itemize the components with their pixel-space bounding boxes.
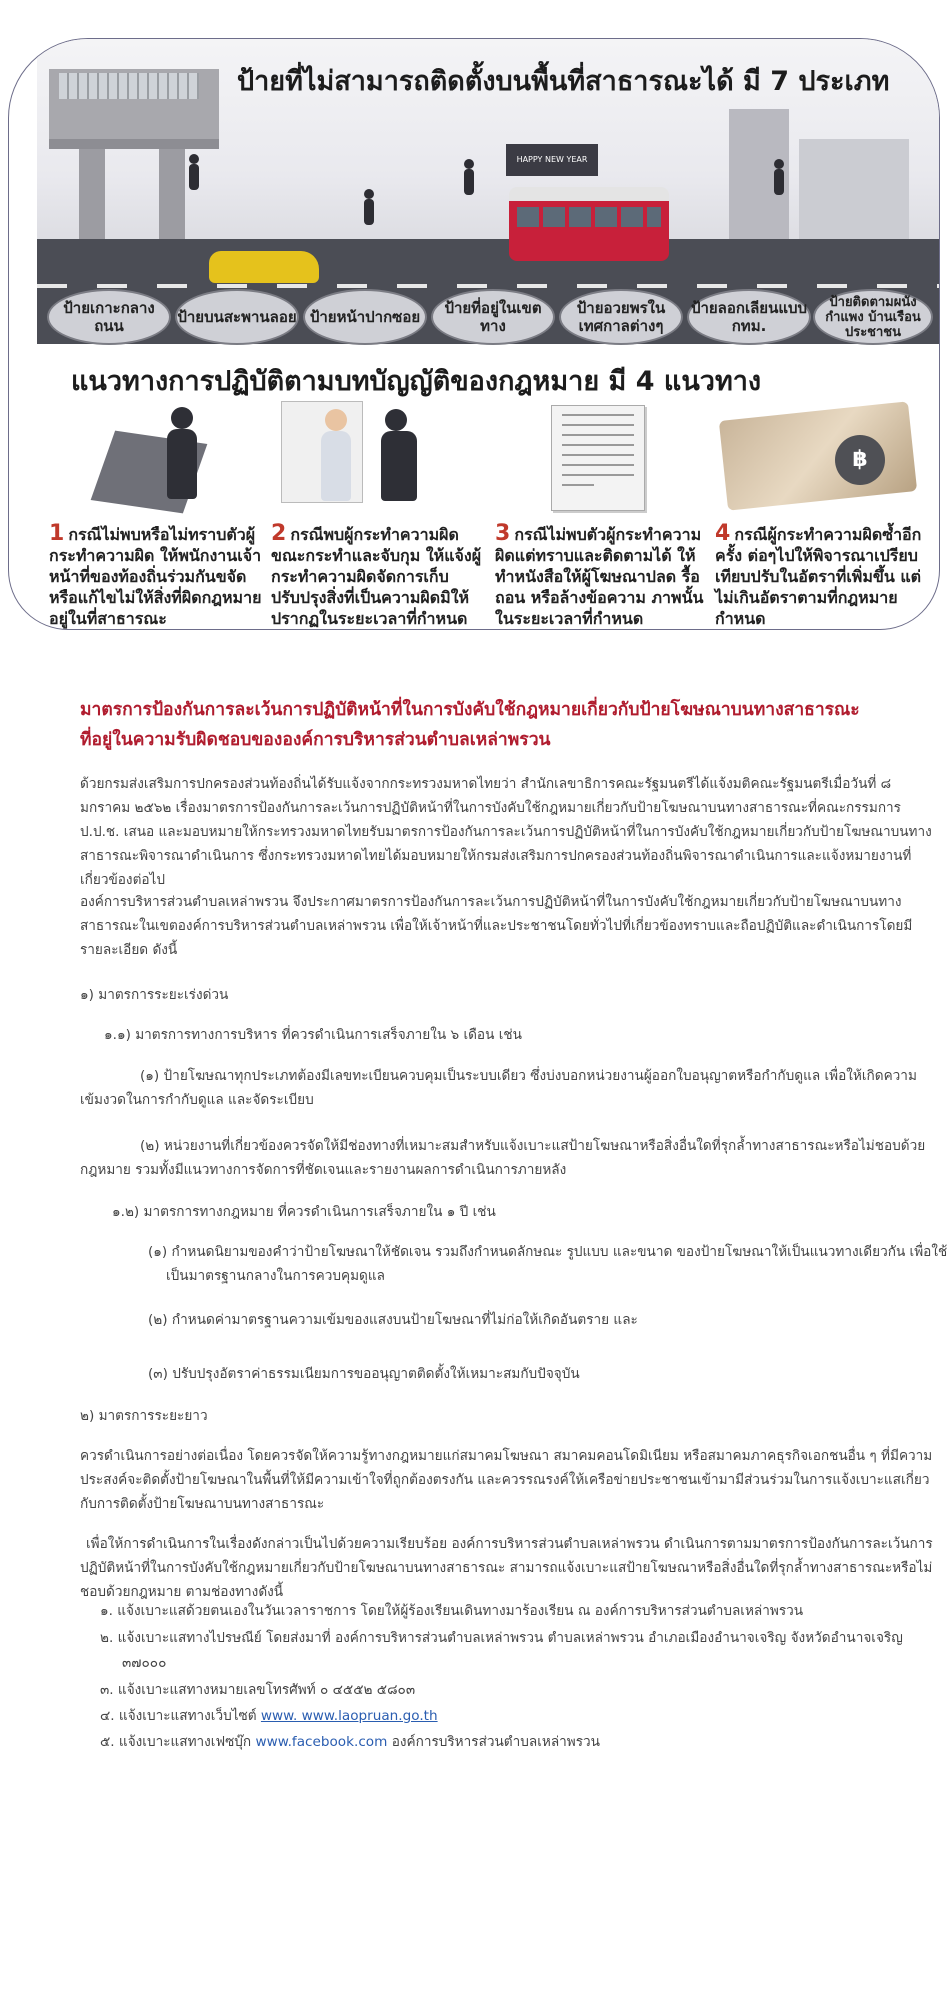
pedestrian [189,164,199,190]
channel-facebook-label: ๕. แจ้งเบาะแสทางเฟซบุ๊ก [100,1734,252,1750]
website-link[interactable]: www. www.laopruan.go.th [260,1708,438,1724]
overpass-illustration [49,69,219,149]
illustration-arrest [271,401,489,509]
item-legal-2: (๒) กำหนดค่ามาตรฐานความเข้มของแสงบนป้ายโฆษณาที่ไม่ก่อให้เกิดอันตราย และ [148,1312,638,1328]
guideline-text: 2 กรณีพบผู้กระทำความผิดขณะกระทำและจับกุม ให้แจ้งผู้กระทำความผิดจัดการเก็บ ปรับปรุงสิ่งที่เป็นความผิดมิให้ปรากฏในระยะเวลาที่กำหนด [271,521,482,628]
section-long-term: ๒) มาตรการระยะยาว [80,1408,208,1424]
paragraph-announcement: องค์การบริหารส่วนตำบลเหล่าพรวน จึงประกาศมาตรการป้องกันการละเว้นการปฏิบัติหน้าที่ในการบังคับใช้กฎหมายเกี่ยวกับป้ายโฆษณาบนทางสาธารณะในเขตองค์การบริหารส่วนตำบลเหล่าพรวน เพื่อให้เจ้าหน้าที่และประชาชนโดยทั่วไปที่เกี่ยวข้องทราบและถือปฏิบัติและดำเนินการโดยมีรายละเอียด ดังนี้ [80,894,913,958]
guideline-text: 1 กรณีไม่พบหรือไม่ทราบตัวผู้กระทำความผิด ให้พนักงานเจ้าหน้าที่ของท้องถิ่นร่วมกันขจัดหรือแก้ไขไม่ให้สิ่งที่ผิดกฎหมายอยู่ในที่สาธารณะ [49,521,262,628]
sign-type-oval: ป้ายอวยพรในเทศกาลต่างๆ [559,289,683,345]
item-admin-2: (๒) หน่วยงานที่เกี่ยวข้องควรจัดให้มีช่องทางที่เหมาะสมสำหรับแจ้งเบาะแสป้ายโฆษณาหรือสิ่งอื่นใดที่รุกล้ำทางสาธารณะหรือไม่ชอบด้วยกฎหมาย รวมทั้งมีแนวทางการจัดการที่ชัดเจนและรายงานผลการดำเนินการภายหลัง [80,1138,926,1178]
illustration-money-fine [715,401,933,509]
sign-type-oval: ป้ายบนสะพานลอย [175,289,299,345]
sign-type-list [47,289,937,345]
channel-facebook [100,1731,600,1753]
channel-post: ๒. แจ้งเบาะแสทางไปรษณีย์ โดยส่งมาที่ องค์การบริหารส่วนตำบลเหล่าพรวน ตำบลเหล่าพรวน อำเภอเมืองอำนาจเจริญ จังหวัดอำนาจเจริญ [100,1630,903,1646]
officer-figure [381,431,417,501]
title-line-1: มาตรการป้องกันการละเว้นการปฏิบัติหน้าที่ในการบังคับใช้กฎหมายเกี่ยวกับป้ายโฆษณาบนทางสาธารณะ [80,700,860,720]
item-legal-3: (๓) ปรับปรุงอัตราค่าธรรมเนียมการขออนุญาตติดตั้งให้เหมาะสมกับปัจจุบัน [148,1366,580,1382]
guideline-text: 3 กรณีไม่พบตัวผู้กระทำความผิดแต่ทราบและติดตามได้ ให้ทำหนังสือให้ผู้โฆษณาปลด รื้อ ถอน หรือล้างข้อความ ภาพนั้นในระยะเวลาที่กำหนด [495,521,704,628]
subsection-administrative: ๑.๑) มาตรการทางการบริหาร ที่ควรดำเนินการเสร็จภายใน ๖ เดือน เช่น [104,1027,522,1043]
infographic-heading-guidelines: แนวทางการปฏิบัติตามบทบัญญัติของกฎหมาย มี 4 แนวทาง [71,366,762,397]
section-urgent: ๑) มาตรการระยะเร่งด่วน [80,987,229,1003]
infographic-heading-types: ป้ายที่ไม่สามารถติดตั้งบนพื้นที่สาธารณะได้ มี 7 ประเภท [237,66,890,97]
document-title [80,695,900,755]
document-icon [551,405,645,511]
officer-figure [167,429,197,499]
channel-website [100,1705,438,1727]
channel-post-zip: ๓๗๐๐๐ [122,1655,167,1671]
sign-type-oval: ป้ายหน้าปากซอย [303,289,427,345]
title-line-2: ที่อยู่ในความรับผิดชอบขององค์การบริหารส่วนตำบลเหล่าพรวน [80,730,551,750]
sign-type-oval: ป้ายเกาะกลางถนน [47,289,171,345]
item-admin-1: (๑) ป้ายโฆษณาทุกประเภทต้องมีเลขทะเบียนควบคุมเป็นระบบเดียว ซึ่งบ่งบอกหน่วยงานผู้ออกใบอนุญาตหรือกำกับดูแล เพื่อให้เกิดความเข้มงวดในการกำกับดูแล และจัดระเบียบ [80,1068,917,1108]
paragraph-background: ด้วยกรมส่งเสริมการปกครองส่วนท้องถิ่นได้รับแจ้งจากกระทรวงมหาดไทยว่า สำนักเลขาธิการคณะรัฐมนตรีได้แจ้งมติคณะรัฐมนตรีเมื่อวันที่ ๘ มกราคม ๒๕๖๒ เรื่องมาตรการป้องกันการละเว้นการปฏิบัติหน้าที่ในการบังคับใช้กฎหมายเกี่ยวกับป้ายโฆษณาบนทางสาธารณะที่คณะกรรมการ ป.ป.ช. เสนอ และมอบหมายให้กระทรวงมหาดไทยรับมาตรการป้องกันการละเว้นการปฏิบัติหน้าที่ในการบังคับใช้กฎหมายเกี่ยวกับป้ายโฆษณาบนทางสาธารณะพิจารณาดำเนินการ ซึ่งกระทรวงมหาดไทยได้มอบหมายให้กรมส่งเสริมการปกครองส่วนท้องถิ่นพิจารณาดำเนินการและแจ้งหมายงานที่เกี่ยวข้องต่อไป [80,776,932,888]
baht-coin-icon: ฿ [835,435,885,485]
subsection-legal: ๑.๒) มาตรการทางกฎหมาย ที่ควรดำเนินการเสร็จภายใน ๑ ปี เช่น [112,1204,496,1220]
sign-type-oval: ป้ายติดตามผนังกำแพง บ้านเรือนประชาชน [813,289,933,345]
illustration-officer-removing-sign [49,401,267,509]
pedestrian [774,169,784,195]
channel-website-label: ๔. แจ้งเบาะแสทางเว็บไซต์ [100,1708,257,1724]
facebook-link[interactable]: www.facebook.com [255,1734,388,1750]
illustration-official-letter [495,401,713,509]
item-legal-1: (๑) กำหนดนิยามของคำว่าป้ายโฆษณาให้ชัดเจน รวมถึงกำหนดลักษณะ รูปแบบ และขนาด ของป้ายโฆษณาให้เป็นแนวทางเดียวกัน เพื่อใช้เป็นมาตรฐานกลางในการควบคุมดูแล [148,1244,948,1284]
banknote-icon [719,401,917,510]
person-figure [321,431,351,501]
bus-illustration [509,187,669,261]
motorcyclist [364,199,374,225]
taxi-illustration [209,251,319,283]
paragraph-long-term: ควรดำเนินการอย่างต่อเนื่อง โดยควรจัดให้ความรู้ทางกฎหมายแก่สมาคมโฆษณา สมาคมคอนโดมิเนียม หรือสมาคมภาคธุรกิจเอกชนอื่น ๆ ที่มีความประสงค์จะติดตั้งป้ายโฆษณาในพื้นที่ให้มีความเข้าใจที่ถูกต้องตรงกัน และควรรณรงค์ให้เครือข่ายประชาชนเข้ามามีส่วนร่วมในการแจ้งเบาะแสเกี่ยวกับการติดตั้งป้ายโฆษณาบนทางสาธารณะ [80,1448,933,1512]
guideline-3 [495,401,713,629]
sign-type-oval: ป้ายลอกเลียนแบบ กทม. [687,289,811,345]
guideline-text: 4 กรณีผู้กระทำความผิดซ้ำอีกครั้ง ต่อๆไปให้พิจารณาเปรียบเทียบปรับในอัตราที่เพิ่มขึ้น แต่ไม่เกินอัตราตามที่กฎหมายกำหนด [715,521,922,628]
channel-walk-in: ๑. แจ้งเบาะแสด้วยตนเองในวันเวลาราชการ โดยให้ผู้ร้องเรียนเดินทางมาร้องเรียน ณ องค์การบริหารส่วนตำบลเหล่าพรวน [100,1603,804,1619]
guideline-1 [49,401,267,629]
infographic [8,38,940,630]
guideline-4 [715,401,933,629]
building [799,139,909,249]
overpass-pillar [79,149,105,249]
billboard: HAPPY NEW YEAR [506,144,598,176]
pedestrian [464,169,474,195]
overpass-pillar [159,149,185,249]
paragraph-channels-intro: เพื่อให้การดำเนินการในเรื่องดังกล่าวเป็นไปด้วยความเรียบร้อย องค์การบริหารส่วนตำบลเหล่าพรวน ดำเนินการตามมาตรการป้องกันการละเว้นการปฏิบัติหน้าที่ในการบังคับใช้กฎหมายเกี่ยวกับป้ายโฆษณาบนทางสาธารณะ สามารถแจ้งเบาะแสป้ายโฆษณาหรือสิ่งอื่นใดที่รุกล้ำทางสาธารณะหรือไม่ชอบด้วยกฎหมาย ตามช่องทางดังนี้ [80,1536,933,1600]
sign-type-oval: ป้ายที่อยู่ในเขตทาง [431,289,555,345]
channel-facebook-org: องค์การบริหารส่วนตำบลเหล่าพรวน [391,1734,600,1750]
guideline-2 [271,401,489,629]
channel-phone: ๓. แจ้งเบาะแสทางหมายเลขโทรศัพท์ ๐ ๔๕๕๒ ๕๘๐๓ [100,1682,416,1698]
